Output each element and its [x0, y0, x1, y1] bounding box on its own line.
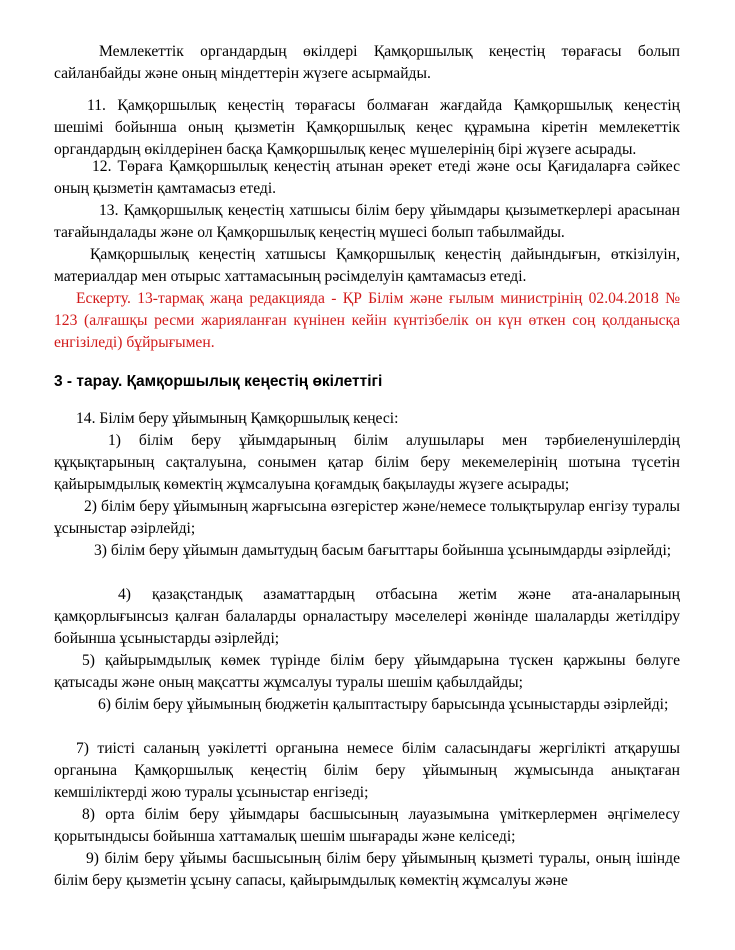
list-item-9: 9) білім беру ұйымы басшысының білім беру ұйымының қызметі туралы, оның ішінде білім беру қызметін ұсыну сапасы, қайырымдылық көмектің жұмсалуы және: [54, 850, 680, 889]
list-item-7: 7) тиісті саланың уәкілетті органына немесе білім саласындағы жергілікті атқарушы органына Қамқоршылық кеңестің білім беру ұйымының жұмысында анықтаған кемшіліктерді жою туралы ұсыныстар енгізеді;: [54, 740, 680, 801]
list-item-5: 5) қайырымдылық көмек түрінде білім беру ұйымдарына түскен қаржыны бөлуге қатысады және оның мақсатты жұмсалуы туралы шешім қабылдайды;: [54, 652, 680, 691]
section-heading: 3 - тарау. Қамқоршылық кеңестің өкілеттігі: [54, 373, 383, 390]
list-item-2: 2) білім беру ұйымының жарғысына өзгерістер және/немесе толықтырулар енгізу туралы ұсыныстар әзірлейді;: [54, 498, 680, 537]
list-item-3: 3) білім беру ұйымын дамытудың басым бағыттары бойынша ұсынымдарды әзірлейді;: [94, 542, 672, 559]
amendment-note: Ескерту. 13-тармақ жаңа редакцияда - ҚР Білім және ғылым министрінің 02.04.2018 № 123 (алғашқы ресми жарияланған күнінен кейін күнтізбелік он күн өткен соң қолданысқа енгізіледі) бұйрығымен.: [54, 290, 680, 351]
list-item-4: 4) қазақстандық азаматтардың отбасына жетім және ата-аналарының қамқорлығынсыз қалған балаларды орналастыру мәселелері жөнінде шалаларды жетілдіру бойынша ұсыныстарды әзірлейді;: [54, 586, 680, 647]
paragraph-13-secretary: Қамқоршылық кеңестің хатшысы Қамқоршылық кеңестің дайындығын, өткізілуін, материалдар мен отырыс хаттамасының рәсімделуін қамтамасыз етеді.: [54, 246, 680, 285]
list-item-1: 1) білім беру ұйымдарының білім алушылары мен тәрбиеленушілердің құқықтарының сақталуына, сонымен қатар білім беру мекемелерінің шотына түсетін қайырымдылық көмектің жұмсалуына қоғамдық бақылауды жүзеге асырады;: [54, 432, 680, 493]
paragraph-12: 12. Төраға Қамқоршылық кеңестің атынан әрекет етеді және осы Қағидаларға сәйкес оның қызметін қамтамасыз етеді.: [54, 158, 680, 197]
paragraph-14: 14. Білім беру ұйымының Қамқоршылық кеңесі:: [76, 410, 399, 427]
list-item-6: 6) білім беру ұйымының бюджетін қалыптастыру барысында ұсыныстарды әзірлейді;: [98, 696, 669, 713]
paragraph-state-representatives: Мемлекеттік органдардың өкілдері Қамқоршылық кеңестің төрағасы болып сайланбайды және оның міндеттерін жүзеге асырмайды.: [54, 43, 680, 82]
list-item-8: 8) орта білім беру ұйымдары басшысының лауазымына үміткерлермен әңгімелесу қорытындысы бойынша хаттамалық шешім шығарады және келіседі;: [54, 806, 680, 845]
paragraph-11: 11. Қамқоршылық кеңестің төрағасы болмаған жағдайда Қамқоршылық кеңестің шешімі бойынша оның қызметін Қамқоршылық кеңес құрамына кіретін мемлекеттік органдардың өкілдерінен басқа Қамқоршылық кеңес мүшелерінің бірі жүзеге асырады.: [54, 97, 680, 158]
paragraph-13: 13. Қамқоршылық кеңестің хатшысы білім беру ұйымдары қызыметкерлері арасынан тағайындалады және ол Қамқоршылық кеңестің мүшесі болып табылмайды.: [54, 202, 680, 241]
